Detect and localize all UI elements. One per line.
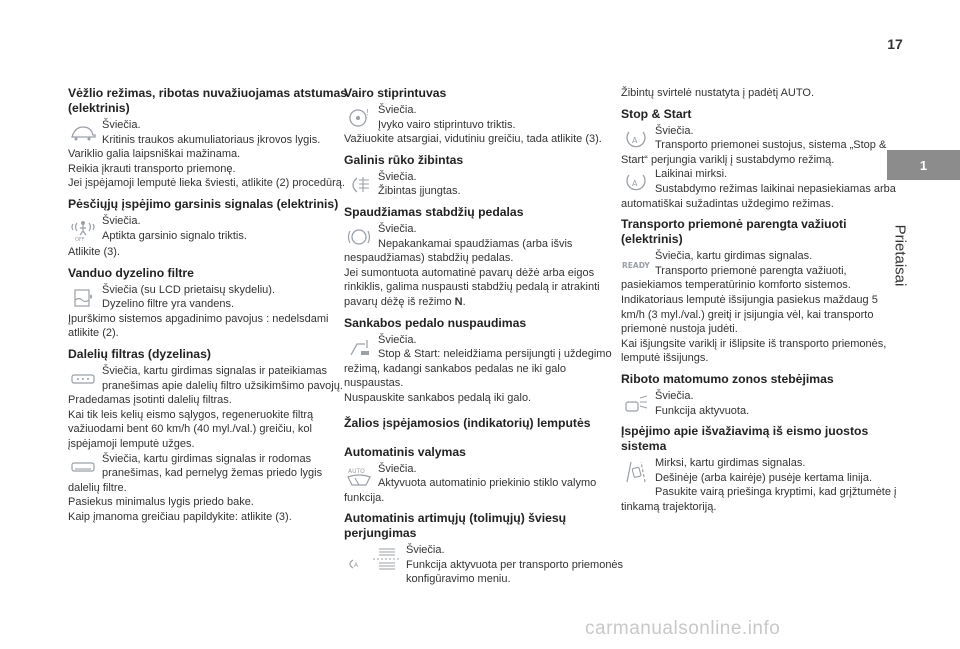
section-stop-start xyxy=(621,107,903,212)
section-title: Transporto priemonė parengta važiuoti (elektrinis) xyxy=(621,217,847,247)
particle-filter-icon xyxy=(68,365,98,393)
clutch-pedal-icon xyxy=(344,334,374,362)
section-turtle-mode xyxy=(68,86,350,191)
turtle-icon xyxy=(68,119,98,147)
text-line: Žibintas įjungtas. xyxy=(378,185,461,198)
text-line: Šviečia. xyxy=(378,170,417,183)
section-rear-fog xyxy=(344,153,626,199)
text-line: Aktyvuota automatinio priekinio stiklo valymo funkcija. xyxy=(344,477,597,504)
column-3 xyxy=(621,86,903,520)
text-line: Pradedamas įsotinti dalelių filtras. xyxy=(68,394,232,407)
section-water-filter xyxy=(68,266,350,341)
blind-spot-icon xyxy=(621,390,651,418)
section-title: Automatinis valymas xyxy=(344,444,466,459)
text-line: Transporto priemonė parengta važiuoti, pasiekiamos temperatūrinio komforto sistemos. xyxy=(621,264,851,292)
section-title: Vairo stiprintuvas xyxy=(344,86,447,100)
auto-wipe-icon xyxy=(344,463,374,491)
text-line: Šviečia. xyxy=(378,222,417,235)
text-line: Šviečia, kartu girdimas signalas ir pateikiamas pranešimas apie dalelių filtro užsikimšimo pavojų. xyxy=(102,364,343,392)
text-line: Šviečia. xyxy=(655,124,694,137)
column-1 xyxy=(68,86,350,530)
section-clutch-pedal xyxy=(344,316,626,406)
green-lamps-heading: Žalios įspėjamosios (indikatorių) lemputės xyxy=(344,415,591,430)
text-line: Stop & Start: neleidžiama persijungti į uždegimo režimą, kadangi sankabos pedalas ne iki galo nuspaustas. xyxy=(344,348,612,390)
svg-text:A: A xyxy=(632,135,638,145)
section-blind-spot xyxy=(621,372,903,418)
text-line: Važiuokite atsargiai, vidutiniu greičiu, tada atlikite (3). xyxy=(344,133,602,146)
text-line: Pasukite vairą priešinga kryptimi, kad grįžtumėte į tinkamą trajektoriją. xyxy=(621,486,897,513)
text-line: Šviečia, kartu girdimas signalas. xyxy=(655,250,813,263)
water-in-fuel-icon xyxy=(68,284,98,312)
text-line: Reikia įkrauti transporto priemonę. xyxy=(68,162,236,175)
brake-pedal-icon xyxy=(344,223,374,251)
section-title: Pėsčiųjų įspėjimo garsinis signalas (elektrinis) xyxy=(68,196,339,211)
section-title: Spaudžiamas stabdžių pedalas xyxy=(344,204,524,219)
section-particle-filter xyxy=(68,347,350,525)
intro-text: Žibintų svirtelė nustatyta į padėtį AUTO. xyxy=(621,87,814,99)
svg-text:A: A xyxy=(354,562,359,570)
section-title: Dalelių filtras (dyzelinas) xyxy=(68,346,211,361)
text-line: Kaip įmanoma greičiau papildykite: atlikite (3). xyxy=(68,510,292,523)
text-line: Aptikta garsinio signalo triktis. xyxy=(102,229,247,242)
section-title: Vėžlio režimas, ribotas nuvažiuojamas atstumas (elektrinis) xyxy=(68,86,348,115)
section-auto-wipe xyxy=(344,445,626,506)
section-title: Vanduo dyzelino filtre xyxy=(68,265,194,280)
text-line: Nuspauskite sankabos pedalą iki galo. xyxy=(344,391,532,404)
section-tab: 1 xyxy=(887,150,960,180)
particle-filter-level-icon xyxy=(68,453,98,481)
text-line: Sustabdymo režimas laikinai nepasiekiamas arba automatiškai sužadintas uždegimo režimas. xyxy=(621,182,896,210)
column-2 xyxy=(344,86,626,593)
text-line: Indikatoriaus lemputė išsijungia pasiekus maždaug 5 km/h (3 myl./val.) greitį ir įsijungia vėl, kai transporto priemonė nustoja judėti. xyxy=(621,293,878,336)
section-ready xyxy=(621,217,903,366)
text-line: Laikinai mirksi. xyxy=(655,168,728,181)
lane-departure-icon xyxy=(621,457,651,487)
watermark: carmanualsonline.info xyxy=(585,618,781,639)
text-line: Mirksi, kartu girdimas signalas. xyxy=(655,457,806,470)
svg-text:READY: READY xyxy=(622,261,650,271)
text-line: Šviečia. xyxy=(378,462,417,475)
text-line: Šviečia. xyxy=(378,333,417,346)
section-title: Sankabos pedalo nuspaudimas xyxy=(344,315,527,330)
section-title: Įspėjimo apie išvažiavimą iš eismo juostos sistema xyxy=(621,424,869,454)
text-line: Transporto priemonei sustojus, sistema „Stop & Start“ perjungia variklį į sustabdymo režimą. xyxy=(621,139,887,166)
stop-start-blink-icon xyxy=(621,168,651,196)
text-line: Kai išjungsite variklį ir išlipsite iš transporto priemonės, lemputė išsijungs. xyxy=(621,337,887,365)
text-line: Šviečia. xyxy=(655,389,694,402)
svg-text:!: ! xyxy=(366,108,370,117)
svg-text:AUTO: AUTO xyxy=(348,467,365,475)
text-line: Jei įspėjamoji lemputė lieka šviesti, atlikite (2) procedūrą. xyxy=(68,177,345,190)
section-title: Riboto matomumo zonos stebėjimas xyxy=(621,371,834,386)
text-line: Įvyko vairo stiprintuvo triktis. xyxy=(378,118,516,131)
pedestrian-horn-icon xyxy=(68,215,98,245)
section-title: Stop & Start xyxy=(621,106,692,121)
section-auto-beam xyxy=(344,511,626,587)
text-line: Funkcija aktyvuota. xyxy=(655,404,750,417)
auto-beam-icon xyxy=(344,544,402,574)
stop-start-icon xyxy=(621,125,651,153)
rear-fog-icon xyxy=(344,171,374,199)
section-lane-departure xyxy=(621,424,903,514)
text-line: Šviečia. xyxy=(102,214,141,227)
text-line: Šviečia. xyxy=(406,544,445,557)
section-brake-pedal xyxy=(344,205,626,310)
ready-icon xyxy=(621,250,651,278)
text-line xyxy=(344,266,626,310)
section-power-steering xyxy=(344,86,626,147)
text-line: Šviečia. xyxy=(378,104,417,116)
page-number: 17 xyxy=(887,36,903,52)
text-line: Šviečia, kartu girdimas signalas ir rodomas pranešimas, kad pernelyg žemas priedo lygis dalelių filtre. xyxy=(68,452,323,494)
text-line: Įpurškimo sistemos apgadinimo pavojus : nedelsdami atlikite (2). xyxy=(68,312,329,340)
steering-icon xyxy=(344,104,374,132)
svg-text:A: A xyxy=(632,179,638,189)
text-line: Šviečia. xyxy=(102,119,141,131)
svg-text:OFF: OFF xyxy=(75,236,85,242)
text-line: Kai tik leis kelių eismo sąlygos, regeneruokite filtrą važiuodami bent 60 km/h (40 myl./val.) greičiu, kol įspėjamoji lemputė užges. xyxy=(68,408,314,450)
gear-mode-letter: N xyxy=(454,295,463,308)
section-label: Prietaisai xyxy=(891,224,909,286)
text-span: . xyxy=(462,295,466,308)
text-line: Šviečia (su LCD prietaisų skydeliu). xyxy=(102,283,276,296)
text-line: Variklio galia laipsniškai mažinama. xyxy=(68,148,241,161)
text-line: Dešinėje (arba kairėje) pusėje kertama linija. xyxy=(655,471,873,484)
text-line: Atlikite (3). xyxy=(68,245,120,258)
text-line: Kritinis traukos akumuliatoriaus įkrovos lygis. xyxy=(102,133,321,146)
text-span: Jei sumontuota automatinė pavarų dėžė arba eigos rinkiklis, galima nuspausti stabdžių pedalą ir atrakinti pavarų dėžę iš režimo xyxy=(344,266,600,308)
text-line: Pasiekus minimalus lygis priedo bake. xyxy=(68,496,254,509)
text-line: Nepakankamai spaudžiamas (arba išvis nespaudžiamas) stabdžių pedalas. xyxy=(344,237,573,265)
section-title: Automatinis artimųjų (tolimųjų) šviesų perjungimas xyxy=(344,511,567,541)
text-line: Funkcija aktyvuota per transporto priemonės konfigūravimo meniu. xyxy=(406,558,624,586)
section-pedestrian-horn xyxy=(68,197,350,260)
section-title: Galinis rūko žibintas xyxy=(344,152,464,167)
text-line: Dyzelino filtre yra vandens. xyxy=(102,298,235,311)
